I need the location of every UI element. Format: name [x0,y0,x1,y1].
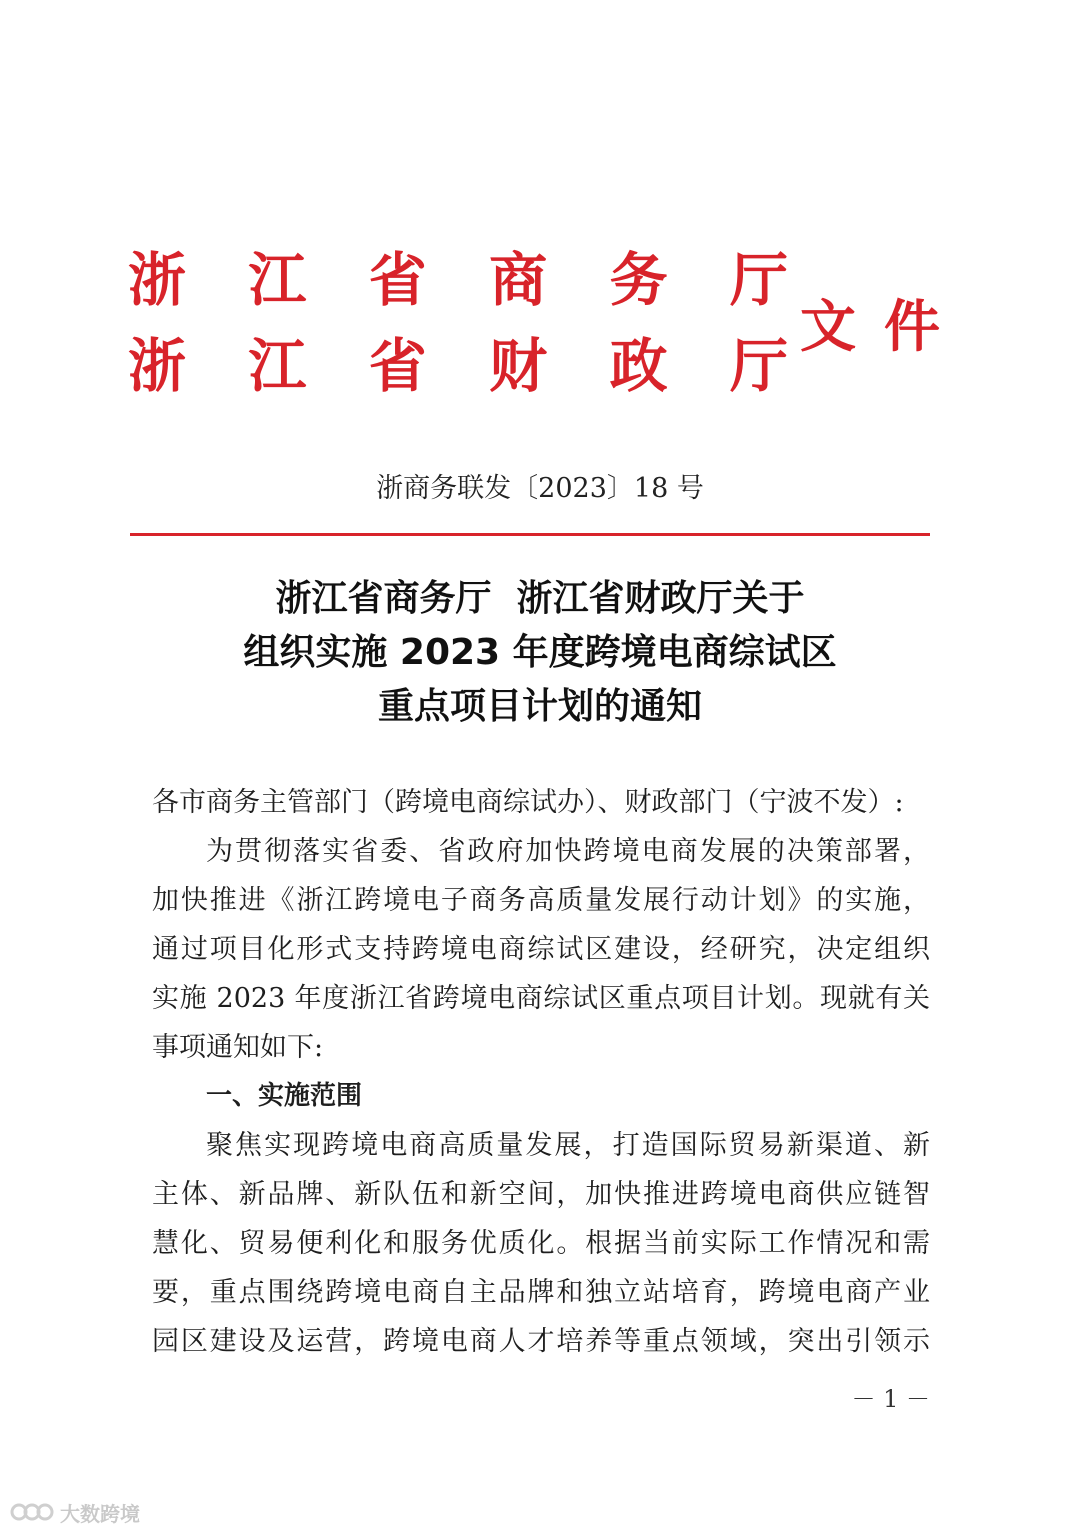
masthead-char: 浙 [128,246,187,314]
masthead-row-finance [128,326,788,400]
masthead-char: 江 [248,332,307,400]
text-line: 各市商务主管部门（跨境电商综试办）、财政部门（宁波不发）: [152,787,904,818]
masthead-char: 厅 [729,246,788,314]
watermark [10,1496,140,1528]
salutation [152,778,930,827]
masthead-char: 财 [489,332,548,400]
masthead-char: 浙 [128,332,187,400]
masthead-char: 江 [248,246,307,314]
text-line: 加快推进《浙江跨境电子商务高质量发展行动计划》的实施， [152,885,930,916]
masthead-char: 省 [368,332,427,400]
document-body [152,778,930,1366]
masthead-suffix-char: 文 [800,295,856,360]
text-line: 主体、新品牌、新队伍和新空间，加快推进跨境电商供应链智 [152,1179,930,1210]
masthead-char: 务 [609,246,668,314]
document-number: 浙商务联发〔2023〕18 号 [376,473,704,504]
logo-icon [10,1498,54,1526]
text-line: 聚焦实现跨境电商高质量发展，打造国际贸易新渠道、新 [206,1130,930,1161]
title-line: 重点项目计划的通知 [377,686,702,727]
document-title [0,572,1080,734]
text-line: 要，重点围绕跨境电商自主品牌和独立站培育，跨境电商产业 [152,1277,930,1308]
text-line: 通过项目化形式支持跨境电商综试区建设，经研究，决定组织 [152,934,930,965]
red-masthead [128,240,948,400]
text-line: 慧化、贸易便利化和服务优质化。根据当前实际工作情况和需 [152,1228,930,1259]
masthead-char: 省 [368,246,427,314]
masthead-char: 商 [489,246,548,314]
text-line: 事项通知如下: [152,1032,324,1063]
red-separator-line [130,533,930,536]
watermark-text: 大数跨境 [60,1501,140,1526]
masthead-suffix-char: 件 [884,295,940,360]
masthead-char: 政 [609,332,668,400]
masthead-suffix [800,288,940,358]
page-number: － 1 － [851,1385,930,1413]
paragraph [152,1121,930,1366]
text-line: 实施 2023 年度浙江省跨境电商综试区重点项目计划。现就有关 [152,983,930,1014]
section-heading: 一、实施范围 [206,1081,363,1111]
text-line: 园区建设及运营，跨境电商人才培养等重点领域，突出引领示 [152,1326,930,1357]
masthead-char: 厅 [729,332,788,400]
paragraph [152,827,930,1072]
title-line: 组织实施 2023 年度跨境电商综试区 [243,632,837,673]
text-line: 为贯彻落实省委、省政府加快跨境电商发展的决策部署， [206,836,930,867]
title-line: 浙江省商务厅 浙江省财政厅关于 [275,578,805,619]
masthead-row-commerce [128,240,788,314]
